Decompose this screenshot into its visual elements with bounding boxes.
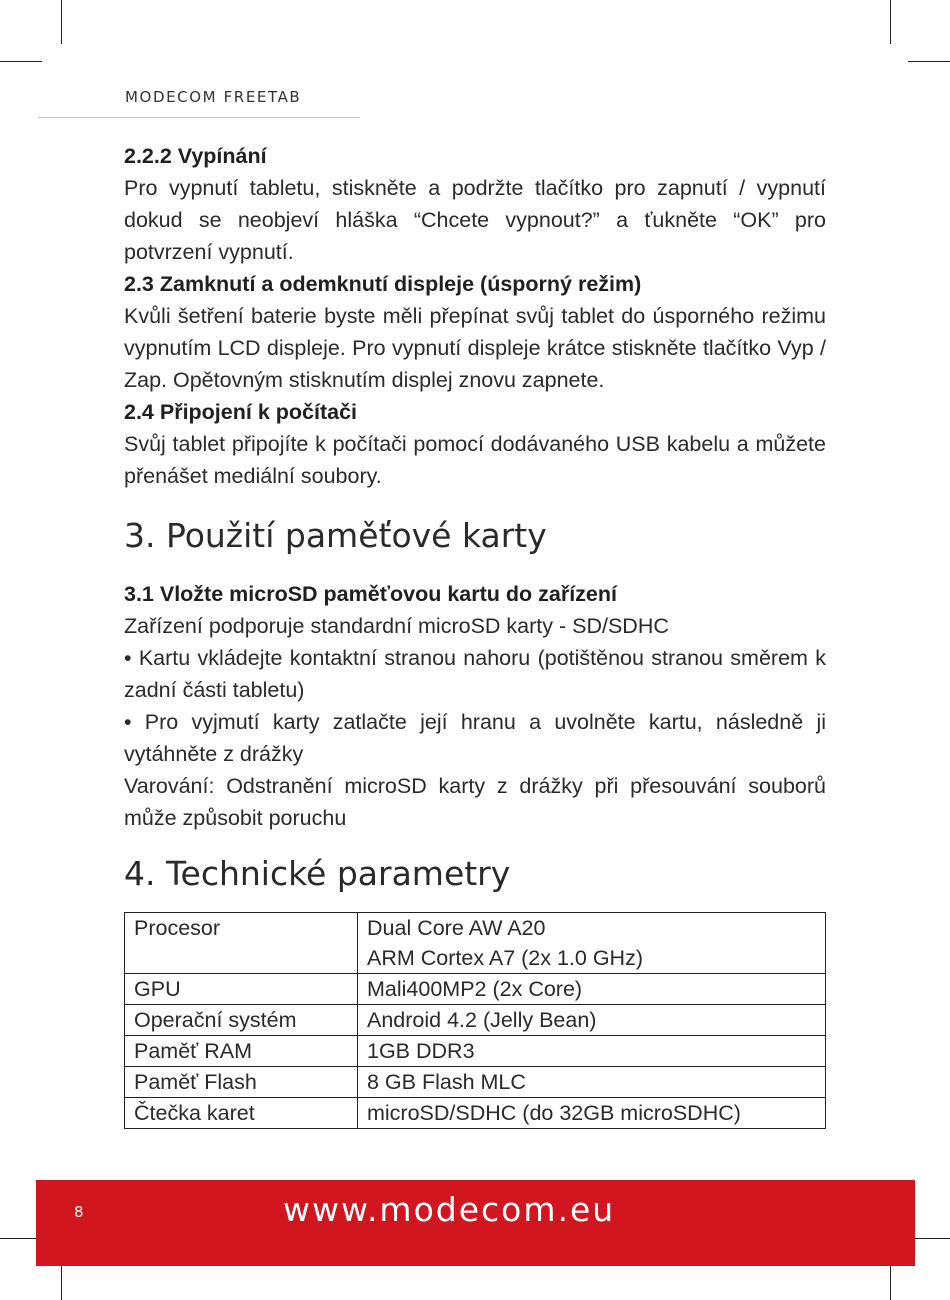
paragraph-2-3: Kvůli šetření baterie byste měli přepínat svůj tablet do úsporného režimu vypnutím LCD displeje. Pro vypnutí displeje krátce stiskněte tlačítko Vyp / Zap. Opětovným stisknutím displej znovu zapnete.	[124, 304, 826, 392]
bullet-insert-card: • Kartu vkládejte kontaktní stranou nahoru (potištěnou stranou směrem k zadní části tabletu)	[124, 646, 826, 702]
page-content	[124, 140, 826, 1129]
table-row	[125, 1005, 826, 1036]
bullet-remove-card: • Pro vyjmutí karty zatlačte její hranu a uvolněte kartu, následně ji vytáhněte z drážky	[124, 710, 826, 766]
heading-3-1: 3.1 Vložte microSD paměťovou kartu do zařízení	[124, 582, 617, 606]
table-row	[125, 1036, 826, 1067]
table-row	[125, 1067, 826, 1098]
spec-key: Paměť Flash	[125, 1067, 358, 1098]
spec-value: 8 GB Flash MLC	[358, 1067, 826, 1098]
crop-mark-top-right-vertical	[890, 0, 891, 44]
spec-value: microSD/SDHC (do 32GB microSDHC)	[358, 1098, 826, 1129]
spec-key: Operační systém	[125, 1005, 358, 1036]
crop-mark-top-left-vertical	[61, 0, 62, 44]
paragraph-2-4: Svůj tablet připojíte k počítači pomocí dodávaného USB kabelu a můžete přenášet mediální soubory.	[124, 432, 826, 488]
spec-key: Procesor	[125, 913, 358, 974]
paragraph-3-1-intro: Zařízení podporuje standardní microSD karty - SD/SDHC	[124, 614, 669, 638]
crop-mark-top-right-horizontal	[908, 61, 950, 62]
heading-2-4: 2.4 Připojení k počítači	[124, 400, 357, 424]
running-header: MODECOM FREETAB	[125, 88, 302, 106]
paragraph-2-2-2: Pro vypnutí tabletu, stiskněte a podržte tlačítko pro zapnutí / vypnutí dokud se neobjeví hláška “Chcete vypnout?” a ťukněte “OK” pro potvrzení vypnutí.	[124, 176, 826, 264]
table-row	[125, 1098, 826, 1129]
chapter-3-title: 3. Použití paměťové karty	[124, 516, 547, 555]
page-number: 8	[74, 1203, 84, 1221]
spec-value: 1GB DDR3	[358, 1036, 826, 1067]
spec-value-line: Dual Core AW A20	[367, 916, 546, 940]
spec-value: Mali400MP2 (2x Core)	[358, 974, 826, 1005]
heading-2-2-2: 2.2.2 Vypínání	[124, 144, 267, 168]
spec-key: GPU	[125, 974, 358, 1005]
spec-key: Čtečka karet	[125, 1098, 358, 1129]
spec-key: Paměť RAM	[125, 1036, 358, 1067]
heading-2-3: 2.3 Zamknutí a odemknutí displeje (úsporný režim)	[124, 272, 642, 296]
spec-value-line: ARM Cortex A7 (2x 1.0 GHz)	[367, 946, 643, 970]
header-rule	[38, 117, 360, 118]
crop-mark-top-left-horizontal	[0, 61, 42, 62]
spec-table	[124, 912, 826, 1129]
chapter-4-title: 4. Technické parametry	[124, 854, 511, 893]
website-url[interactable]: www.modecom.eu	[283, 1190, 616, 1229]
table-row	[125, 913, 826, 974]
spec-value	[358, 913, 826, 974]
warning-text: Varování: Odstranění microSD karty z drážky při přesouvání souborů může způsobit poruchu	[124, 774, 826, 830]
spec-value: Android 4.2 (Jelly Bean)	[358, 1005, 826, 1036]
table-row	[125, 974, 826, 1005]
